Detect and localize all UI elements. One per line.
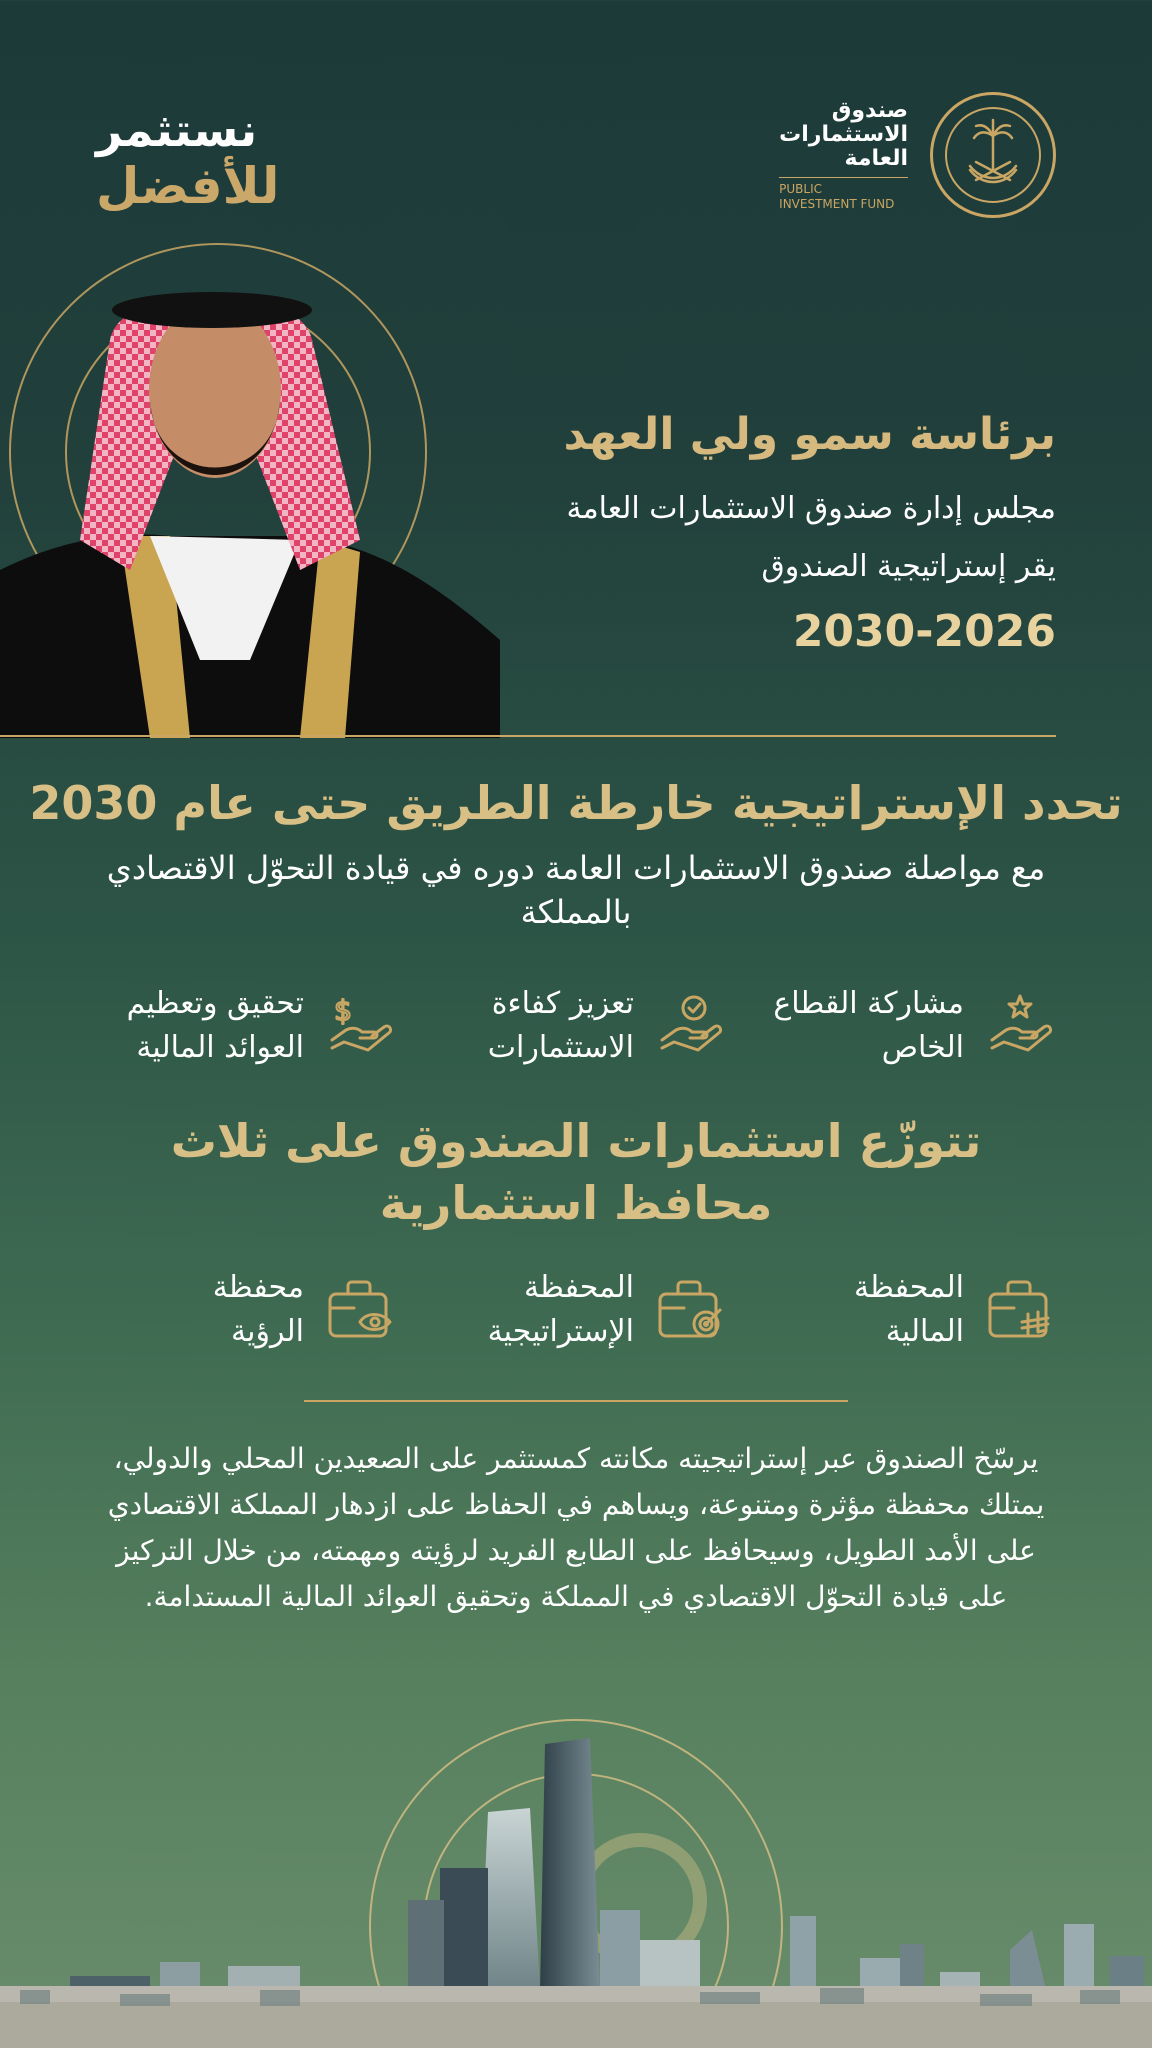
briefcase-eye-icon (324, 1274, 396, 1346)
slogan-line-1: نستثمر (96, 103, 258, 157)
portfolio-vision (96, 1266, 396, 1354)
hero-title: برئاسة سمو ولي العهد (563, 409, 1056, 460)
goal-private-sector (756, 982, 1056, 1070)
portfolio-strategic (426, 1266, 726, 1354)
goal-returns (96, 982, 396, 1070)
org-name-ar-2: الاستثمارات (779, 121, 908, 147)
hand-check-icon (654, 990, 726, 1062)
portfolio-vision-line-1: محفظة (212, 1270, 304, 1305)
portfolio-financial-line-1: المحفظة (853, 1270, 964, 1305)
portfolios-title-line-2: محافظ استثمارية (379, 1176, 773, 1230)
pif-wordmark (779, 99, 908, 212)
portfolio-financial-line-2: المالية (885, 1314, 964, 1349)
briefcase-riyal-icon (984, 1274, 1056, 1346)
portfolio-vision-label (213, 1266, 304, 1354)
hero-line-1: مجلس إدارة صندوق الاستثمارات العامة (566, 491, 1056, 526)
closing-paragraph: يرسّخ الصندوق عبر إستراتيجيته مكانته كمستثمر على الصعيدين المحلي والدولي، يمتلك محفظة مؤثرة ومتنوعة، ويساهم في الحفاظ على ازدهار المملكة الاقتصادي على الأمد الطويل، وسيحافظ على الطابع الفريد لرؤيته ومهمته، من خلال التركيز على قيادة التحوّل الاقتصادي في المملكة وتحقيق العوائد المالية المستدامة. (107, 1442, 1045, 1613)
org-name-en-1: PUBLIC (779, 181, 823, 196)
portfolio-strategic-label (488, 1266, 634, 1354)
hand-dollar-icon (324, 990, 396, 1062)
goal-private-sector-line-1: مشاركة القطاع (773, 986, 964, 1021)
portfolio-vision-line-2: الرؤية (231, 1314, 304, 1349)
portfolio-financial-label (854, 1266, 964, 1354)
divider (0, 735, 1056, 737)
org-name-ar-3: العامة (844, 145, 908, 171)
hand-star-icon (984, 990, 1056, 1062)
riyadh-skyline-illustration (0, 1690, 1152, 2048)
divider (304, 1400, 848, 1402)
portfolios (96, 1266, 1056, 1354)
strategy-subtitle: مع مواصلة صندوق الاستثمارات العامة دوره في قيادة التحوّل الاقتصادي بالمملكة (106, 849, 1046, 931)
goal-private-sector-label (773, 982, 964, 1070)
goal-returns-label (127, 982, 304, 1070)
strategy-title: تحدد الإستراتيجية خارطة الطريق حتى عام 2030 (29, 776, 1123, 830)
portrait-illustration (0, 240, 520, 738)
hero-years: 2030-2026 (792, 606, 1056, 657)
briefcase-target-icon (654, 1274, 726, 1346)
goal-returns-line-1: تحقيق وتعظيم (126, 986, 304, 1021)
goal-returns-line-2: العوائد المالية (136, 1030, 304, 1065)
pif-logo (779, 92, 1056, 218)
goal-efficiency-line-2: الاستثمارات (487, 1030, 634, 1065)
slogan-line-2: للأفضل (96, 157, 280, 215)
org-name-en-2: INVESTMENT FUND (779, 196, 895, 211)
palm-swords-seal-icon (930, 92, 1056, 218)
goal-efficiency-line-1: تعزيز كفاءة (491, 986, 634, 1021)
org-name-en (779, 177, 908, 212)
portfolio-strategic-line-1: المحفظة (523, 1270, 634, 1305)
goal-efficiency (426, 982, 726, 1070)
slogan (96, 104, 326, 216)
svg-text:$: $ (334, 994, 352, 1027)
goal-efficiency-label (488, 982, 634, 1070)
portfolio-strategic-line-2: الإستراتيجية (487, 1314, 634, 1349)
org-name-ar-1: صندوق (831, 97, 908, 123)
portfolios-title (0, 1110, 1152, 1234)
hero-line-2: يقر إستراتيجية الصندوق (761, 549, 1056, 584)
goal-private-sector-line-2: الخاص (881, 1030, 964, 1065)
portfolio-financial (756, 1266, 1056, 1354)
hero-text (456, 400, 1056, 664)
strategy-goals (96, 982, 1056, 1070)
portfolios-title-line-1: تتوزّع استثمارات الصندوق على ثلاث (170, 1114, 982, 1168)
